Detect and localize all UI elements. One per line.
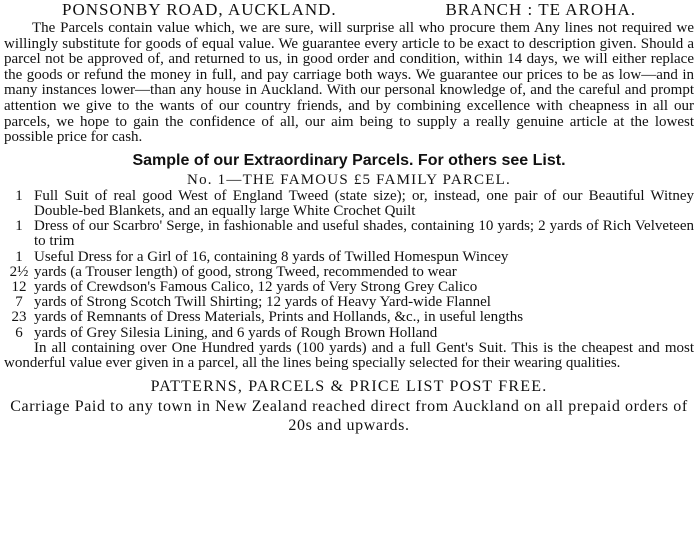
parcel-title: No. 1—THE FAMOUS £5 FAMILY PARCEL. [187, 171, 511, 188]
item-description: yards of Crewdson's Famous Calico, 12 yards of Very Strong Grey Calico [34, 278, 478, 295]
item-quantity: 6 [15, 324, 23, 341]
item-quantity: 1 [15, 248, 23, 265]
address: PONSONBY ROAD, AUCKLAND. [62, 0, 337, 19]
sample-heading: Sample of our Extraordinary Parcels. For others see List. [132, 151, 566, 169]
branch: BRANCH : TE AROHA. [445, 0, 636, 19]
list-item [4, 295, 694, 310]
item-description: yards of Strong Scotch Twill Shirting; 12 yards of Heavy Yard-wide Flannel [34, 294, 491, 311]
item-description: yards (a Trouser length) of good, strong Tweed, recommended to wear [34, 263, 457, 280]
summary-text: In all containing over One Hundred yards (100 yards) and a full Gent's Suit. This is the cheapest and most wonderful value ever given in a parcel, all the lines being specially selected for their wearing qualities. [4, 339, 694, 372]
footer-text: Carriage Paid to any town in New Zealand reached direct from Auckland on all prepaid orders of 20s and upwards. [10, 397, 688, 434]
item-quantity: 2½ [9, 263, 29, 280]
list-item [4, 280, 694, 295]
item-description: yards of Grey Silesia Lining, and 6 yards of Rough Brown Holland [34, 324, 438, 341]
item-description: Dress of our Scarbro' Serge, in fashionable and useful shades, containing 10 yards; 2 yards of Rich Velveteen to trim [34, 218, 694, 250]
item-description: yards of Remnants of Dress Materials, Prints and Hollands, &c., in useful lengths [34, 309, 524, 326]
intro-text: The Parcels contain value which, we are sure, will surprise all who procure them Any lines not required we willingly substitute for goods of equal value. We guarantee every article to be exact to description given. Should a parcel not be approved of, and returned to us, in good order and condition, within 14 days, we will either replace the goods or refund the money in full, and pay carriage both ways. We guarantee our prices to be as low—and in many instances lower—than any house in Auckland. With our personal knowledge of, and the careful and prompt attention we give to the wants of our country friends, and by combining excellence with cheapness in all our parcels, we hope to gain the confidence of all, our aim being to supply a really genuine article at the lowest possible price for cash. [4, 20, 694, 146]
item-quantity: 7 [15, 294, 23, 311]
list-item [4, 265, 694, 280]
parcel-items [4, 189, 694, 341]
intro-paragraph [4, 21, 694, 146]
footer-title: PATTERNS, PARCELS & PRICE LIST POST FREE. [150, 377, 548, 395]
list-item [4, 250, 694, 265]
list-item [4, 189, 694, 219]
item-quantity: 23 [11, 309, 27, 326]
item-quantity: 12 [11, 278, 27, 295]
header [4, 0, 694, 20]
item-quantity: 1 [15, 218, 23, 235]
summary-paragraph [4, 341, 694, 372]
item-quantity: 1 [15, 187, 23, 204]
list-item [4, 310, 694, 325]
list-item [4, 326, 694, 341]
item-description: Full Suit of real good West of England Tweed (state size); or, instead, one pair of our Beautiful Witney Double-bed Blankets, and an equally large White Crochet Quilt [34, 187, 694, 219]
list-item [4, 219, 694, 249]
item-description: Useful Dress for a Girl of 16, containing 8 yards of Twilled Homespun Wincey [34, 248, 509, 265]
